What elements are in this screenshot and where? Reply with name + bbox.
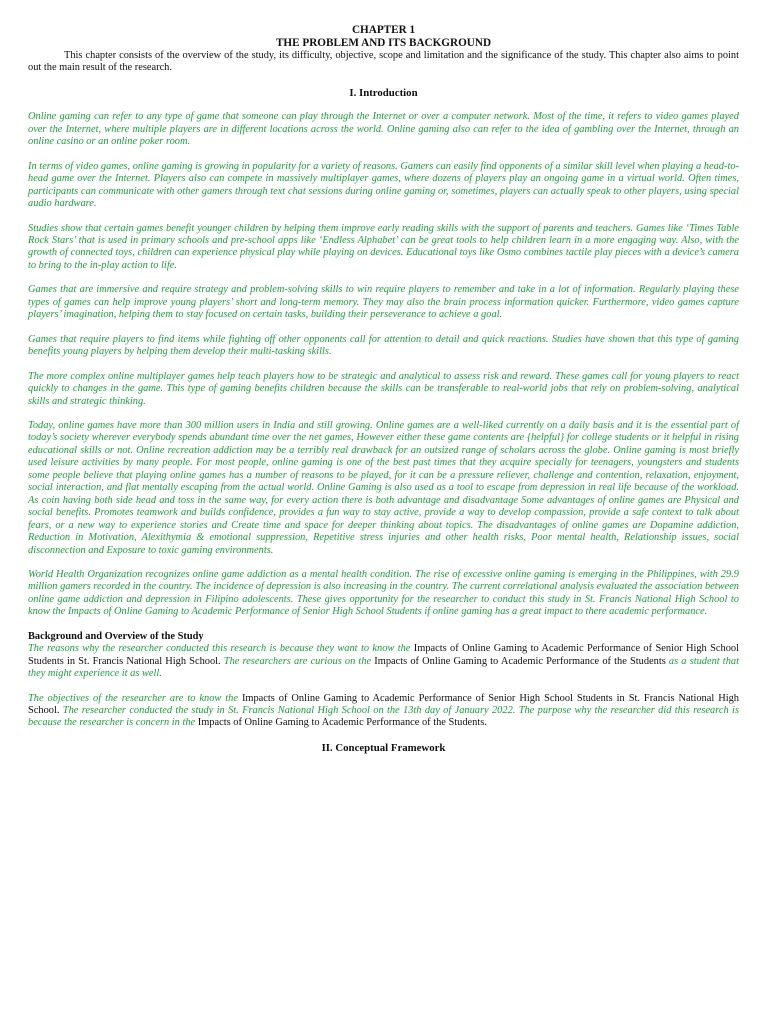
background-text-plain: Impacts of Online Gaming to Academic Performance of the Students.	[195, 717, 487, 729]
intro-paragraph: Studies show that certain games benefit younger children by helping them improve early reading skills with the support of parents and teachers. Games like ‘Times Table Rock Stars’ that is used in primary schools and pre-school apps like ‘Endless Alphabet’ can be great tools to help children learn in a more engaging way. Also, with the growth of connected toys, children can experience physical play while playing on devices. Educational toys like Osmo combines tactile play pieces with a device’s camera to bring to the in-play action to life.	[28, 222, 739, 271]
background-text-green: The researcher conducted the study in St. Francis National High School on the 13th day of January 2022. The purpose why the researcher did this research is because the researcher is concern in the	[28, 705, 739, 729]
chapter-number: CHAPTER 1	[351, 24, 416, 36]
background-text-plain: Impacts of Online Gaming to Academic Performance of Senior High School Students in St. Francis National High School.	[28, 692, 739, 717]
intro-paragraph: World Health Organization recognizes online game addiction as a mental health condition. The rise of excessive online gaming is emerging in the Philippines, with 29.9 million gamers recorded in the country. The incidence of depression is also increasing in the country. The current correlational analysis evaluated the association between online game addiction and depression in Filipino adolescents. These gives opportunity for the researcher to conduct this study in St. Francis National High School to know the Impacts of Online Gaming to Academic Performance of Senior High School Students if online gaming has a great impact to there academic performance.	[28, 568, 739, 618]
background-text-green: The objectives of the researcher are to know the	[28, 692, 238, 704]
conceptual-framework-heading: II. Conceptual Framework	[321, 741, 446, 754]
intro-paragraph: Online gaming can refer to any type of game that someone can play through the Internet or over a computer network. Most of the time, it refers to video games played over the Internet, where multiple players are in different locations across the world. Online gaming also can refer to the idea of gambling over the Internet, through an online casino or an online poker room.	[28, 111, 739, 148]
background-text-green: The researchers are curious on the	[220, 655, 372, 667]
intro-paragraph: Games that are immersive and require strategy and problem-solving skills to win require players to remember and take in a lot of information. Regularly playing these types of games can help improve young players’ short and long-term memory. They may also the brain process information quicker. Furthermore, video games capture players’ imagination, helping them to stay focused on certain tasks, building their perseverance to achieve a goal.	[28, 284, 739, 321]
background-text-plain: Impacts of Online Gaming to Academic Performance of Senior High School Students in St. Francis National High School.	[28, 643, 739, 667]
background-text-plain: Impacts of Online Gaming to Academic Performance of the Students	[371, 655, 666, 667]
chapter-title: THE PROBLEM AND ITS BACKGROUND	[275, 37, 492, 49]
intro-paragraph: Today, online games have more than 300 million users in India and still growing. Online games are a well-liked currently on a daily basis and it is the essential part of today’s society wherever everybody spends abundant time over the net games, However either these game contents are {helpful} for college students or it helpful in rising educational skills or not. Online recreation addiction may be a terribly real drawback for an outsized range of scholars across the globe. Online gaming is most briefly used leisure activities by many people. For most people, online gaming is one of the best past times that they acquire specially for teenagers, youngsters and students some people believe that playing online games has a number of reasons to be played, for it can be a pressure reliever, challenge and contention, relaxation, enjoyment, social interaction, and flat mentally escaping from the actual world. Online Gaming is also used as a tool to escape from depression in real life because of the workload. As coin having both side head and toss in the same way, for every action there is both advantage and disadvantage Some advantages of online games are Physical and social benefits. Promotes teamwork and builds confidence, provides a fun way to stay active, provide a way to develop compassion, provide a safe context to talk about fears, or a new way to experience stories and Create time and space for deeper thinking about topics. The disadvantages of online games are Dopamine addiction, Reduction in Motivation, Alexithymia & emotional suppression, Repetitive stress injuries and other health risks, Poor mental health, Relationship issues, social disconnection and Exposure to toxic gaming environments.	[28, 419, 739, 556]
background-paragraph-reasons	[28, 643, 739, 680]
intro-paragraph: In terms of video games, online gaming is growing in popularity for a variety of reasons. Gamers can easily find opponents of a similar skill level when playing a head-to-head game over the Internet. Players also can compete in massively multiplayer games, where dozens of players play an ongoing game in a virtual world. Often times, participants can communicate with other gamers through text chat sessions during online gaming or, sometimes, players can actually speak to other players, using special audio hardware.	[28, 160, 739, 210]
intro-paragraph: The more complex online multiplayer games help teach players how to be strategic and analytical to assess risk and reward. These games call for young players to react quickly to changes in the game. This type of gaming benefits children because the skills can be transferable to real-world jobs that rely on problem-solving, analytical skills and strategic thinking.	[28, 370, 739, 407]
intro-paragraph: Games that require players to find items while fighting off other opponents call for attention to detail and quick reactions. Studies have shown that this type of gaming benefits young players by helping them develop their multi-tasking skills.	[28, 333, 739, 358]
background-paragraph-objectives	[28, 693, 739, 730]
introduction-heading: I. Introduction	[349, 86, 418, 99]
background-text-green: as a student that they might experience it as well.	[28, 655, 739, 680]
background-text-green: The reasons why the researcher conducted this research is because they want to know the	[28, 643, 411, 655]
background-heading: Background and Overview of the Study	[28, 630, 204, 642]
chapter-overview: This chapter consists of the overview of the study, its difficulty, objective, scope and limitation and the significance of the study. This chapter also aims to point out the main result of the research.	[28, 50, 739, 74]
